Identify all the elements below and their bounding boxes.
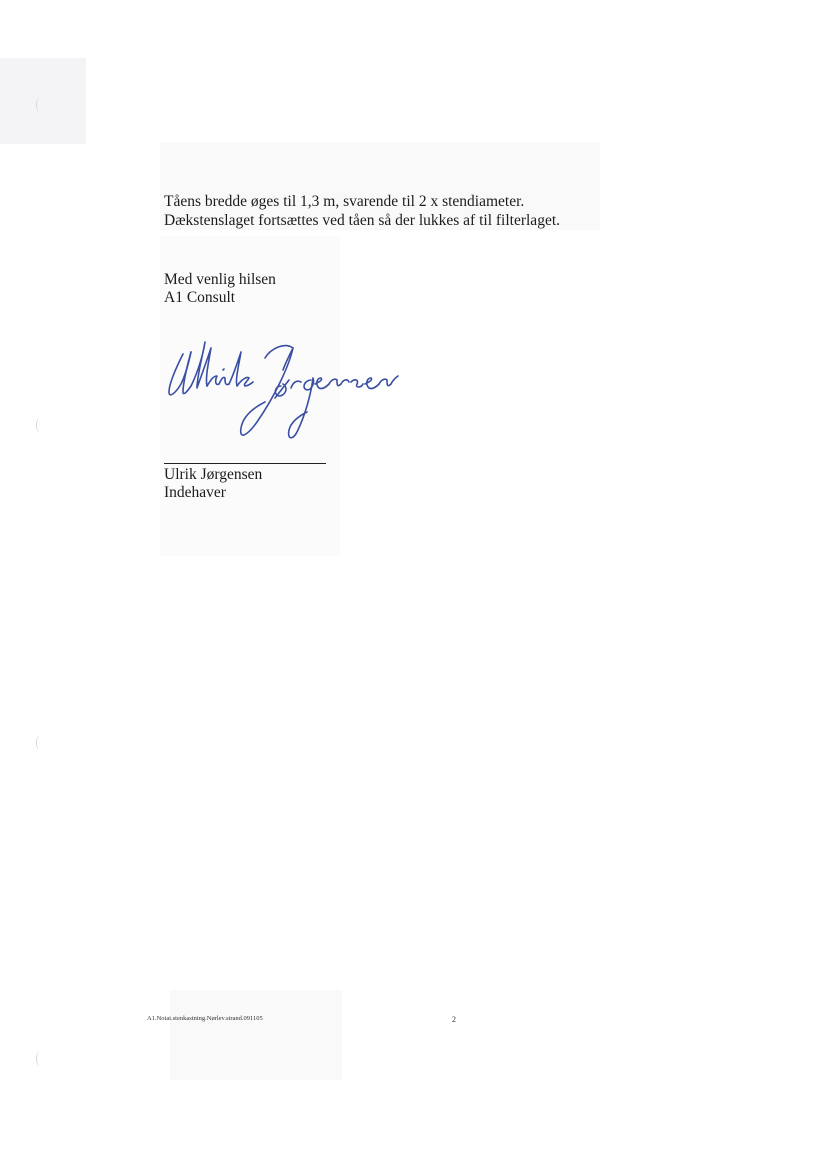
closing-block [164,271,276,307]
handwritten-signature [165,336,400,448]
body-line-2: Dækstenslaget fortsættes ved tåen så der lukkes af til filterlaget. [164,212,560,229]
footer-file-reference: A1.Notat.stenkastning.Nørlev.strand.091105 [147,1015,263,1022]
body-line-1: Tåens bredde øges til 1,3 m, svarende til 2 x stendiameter. [164,193,525,210]
closing-company: A1 Consult [164,289,236,306]
punch-mark-3 [36,736,43,750]
signature-line [164,463,326,464]
punch-mark-1 [36,98,43,112]
closing-greeting: Med venlig hilsen [164,271,276,288]
signer-title: Indehaver [164,484,226,501]
punch-mark-2 [36,418,43,432]
body-paragraph [164,192,604,230]
scan-shade-top-left [0,58,86,144]
signer-name: Ulrik Jørgensen [164,466,263,483]
signer-block [164,466,262,502]
punch-mark-4 [36,1052,43,1066]
page-number: 2 [452,1015,456,1024]
scan-shade-bottom [170,990,342,1080]
